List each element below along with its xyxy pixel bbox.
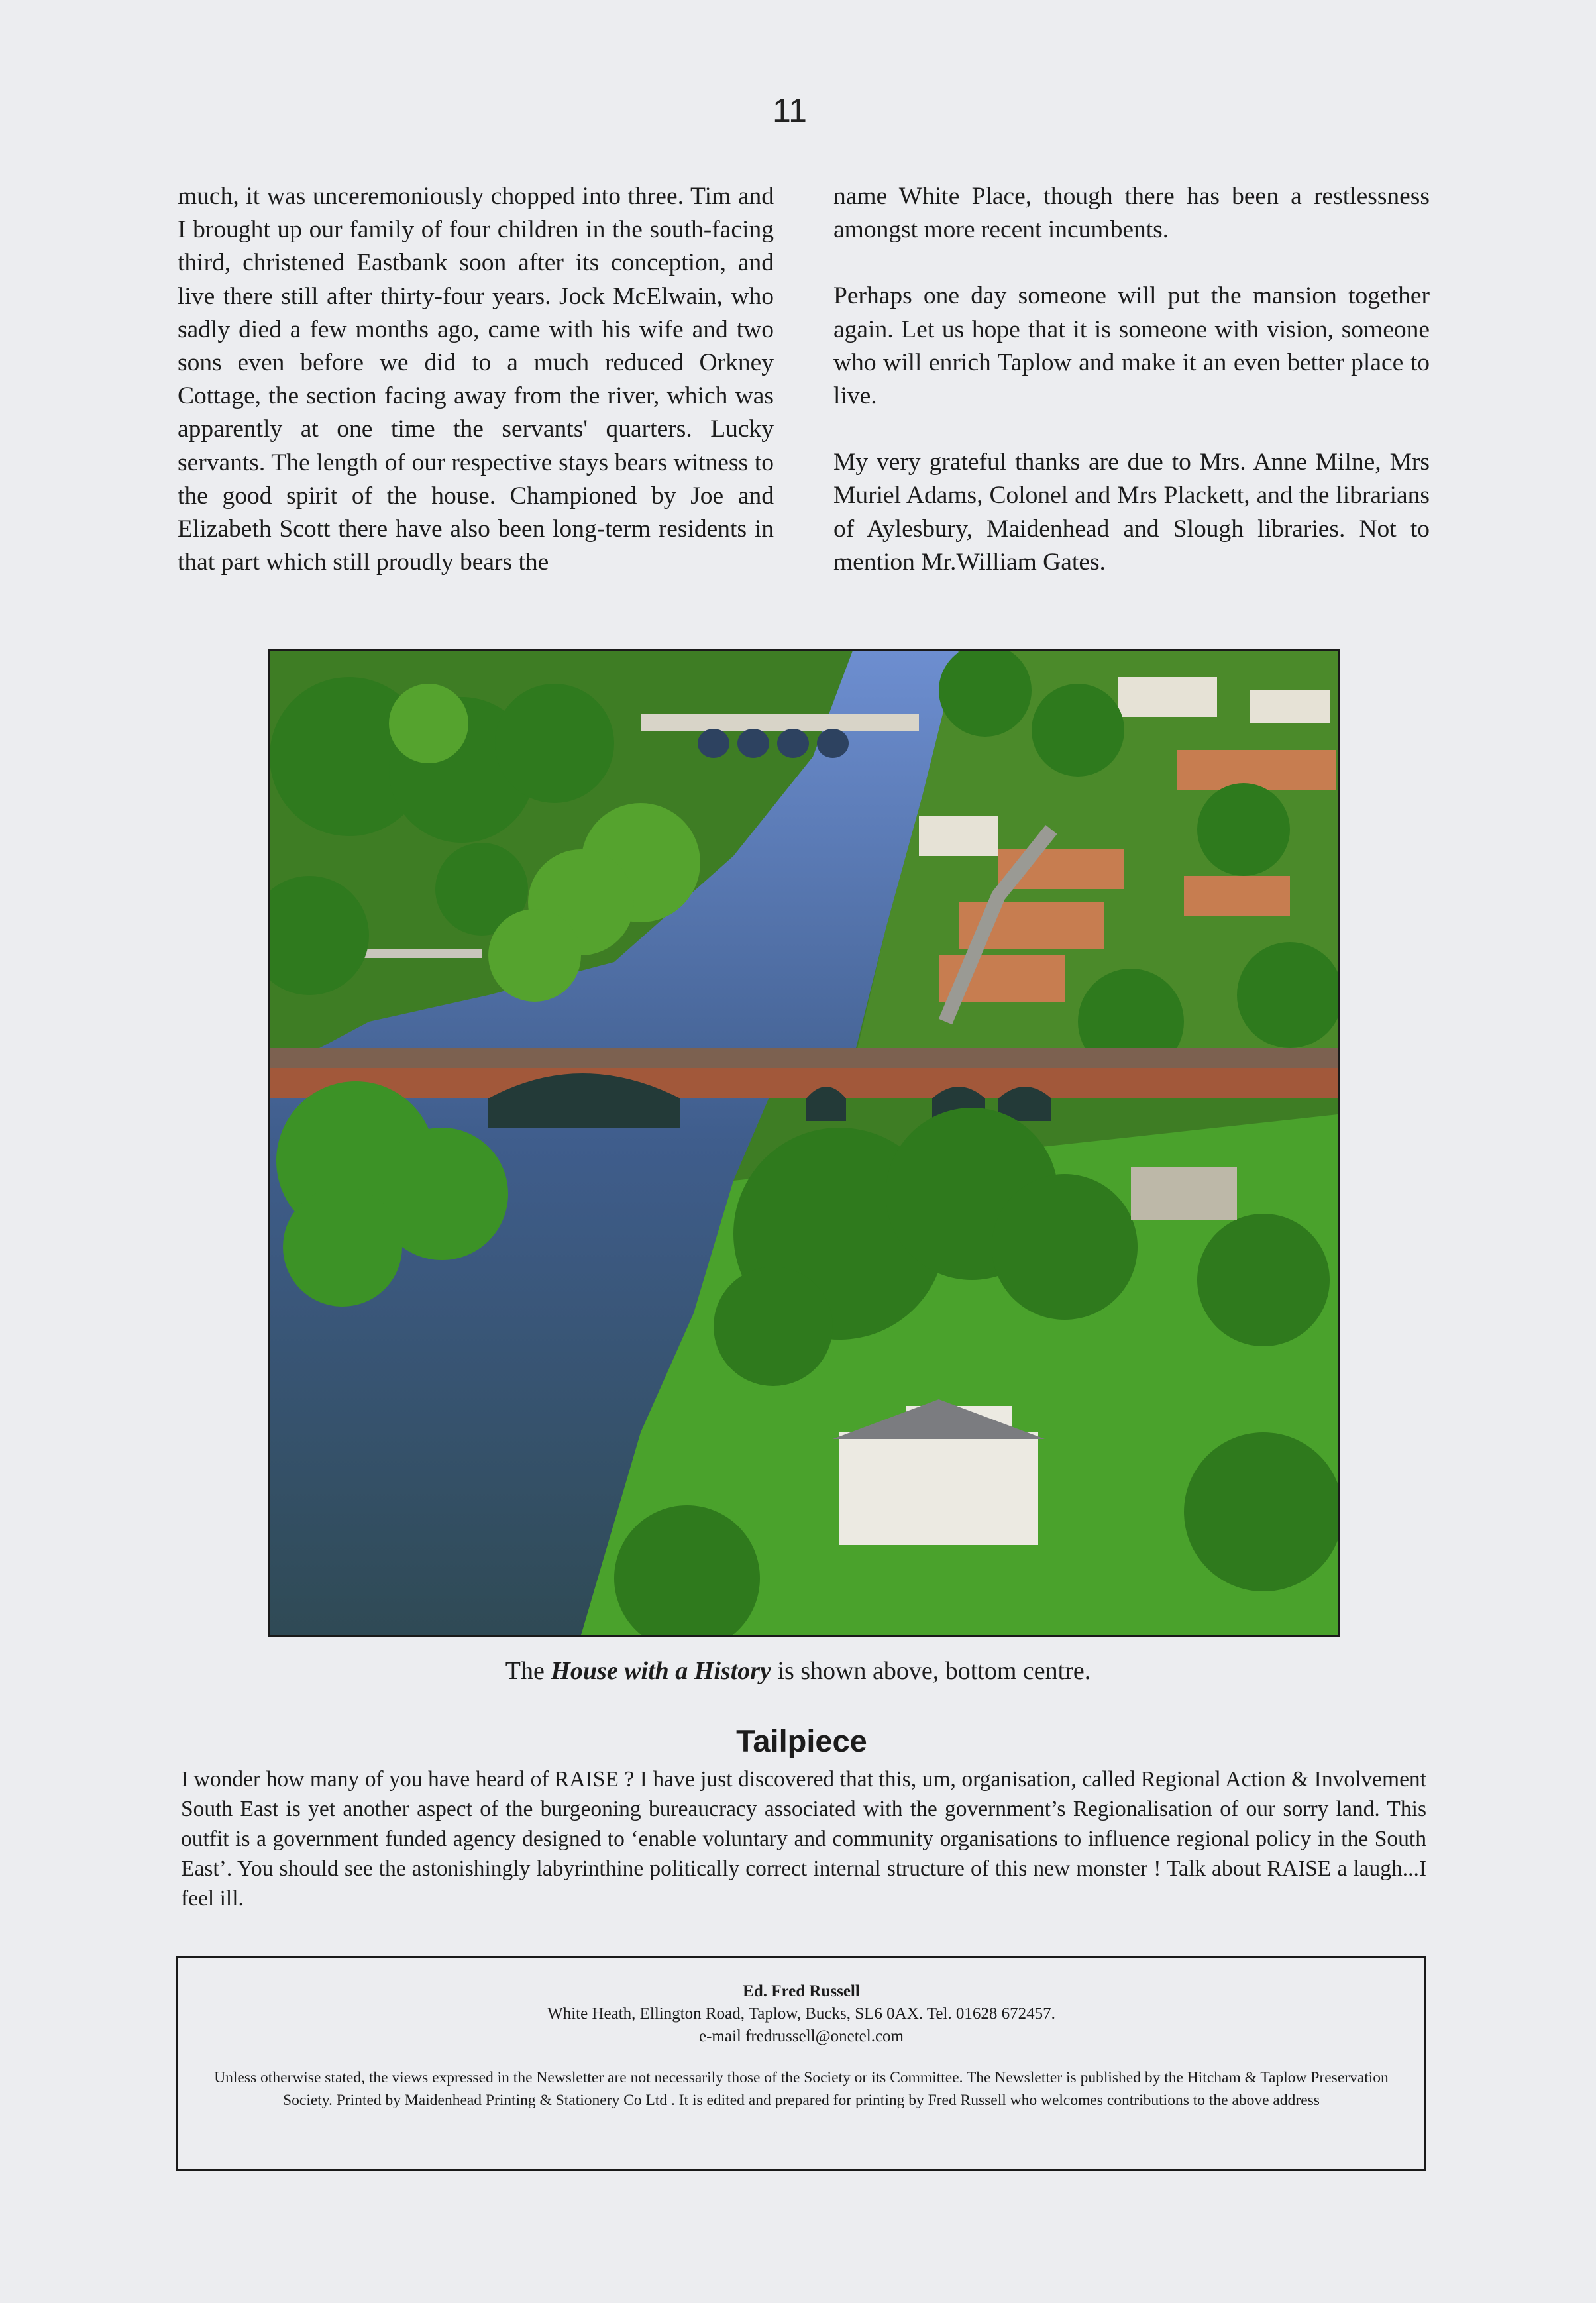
footer-email: e-mail fredrussell@onetel.com (698, 2027, 904, 2045)
photo-caption (0, 1656, 1596, 1686)
tailpiece-title: Tailpiece (736, 1723, 867, 1758)
article-paragraph: name White Place, though there has been a restlessness amongst more recent incumbents. (833, 183, 1430, 244)
caption-suffix: is shown above, bottom centre. (771, 1657, 1091, 1685)
article-paragraph: Perhaps one day someone will put the mansion together again. Let us hope that it is someone with vision, someone who will enrich Taplow and make it an even better place to live. (833, 282, 1430, 410)
page-number: 11 (772, 92, 807, 129)
aerial-photo (268, 649, 1340, 1637)
article-paragraph: much, it was unceremoniously chopped into three. Tim and I brought up our family of four children in the south-facing third, christened Eastbank soon after its conception, and live there still after thirty-four years. Jock McElwain, who sadly died a few months ago, came with his wife and two sons even before we did to a much reduced Orkney Cottage, the section facing away from the river, which was apparently at one time the servants' quarters. Lucky servants. The length of our respective stays bears witness to the good spirit of the house. Championed by Joe and Elizabeth Scott there have also been long-term residents in that part which still proudly bears the (178, 183, 774, 576)
article-paragraph: My very grateful thanks are due to Mrs. Anne Milne, Mrs Muriel Adams, Colonel and Mrs Plackett, and the librarians of Aylesbury, Maidenhead and Slough libraries. Not to mention Mr.William Gates. (833, 449, 1430, 576)
caption-prefix: The (505, 1657, 551, 1685)
article-right-column (833, 180, 1430, 579)
article-left-column (178, 180, 774, 579)
caption-emphasis: House with a History (551, 1657, 771, 1685)
footer-disclaimer: Unless otherwise stated, the views expressed in the Newsletter are not necessarily those of the Society or its Committee. The Newsletter is published by the Hitcham & Taplow Preservation Society. Printed by Maidenhead Printing & Stationery Co Ltd . It is edited and prepared for printing by Fred Russell who welcomes contributions to the above address (214, 2069, 1389, 2109)
aerial-photo-river-bridge-icon (270, 651, 1338, 1635)
footer-address: White Heath, Ellington Road, Taplow, Bucks, SL6 0AX. Tel. 01628 672457. (547, 2005, 1055, 2023)
editor-footer-box (176, 1956, 1426, 2171)
tailpiece-body: I wonder how many of you have heard of RAISE ? I have just discovered that this, um, organisation, called Regional Action & Involvement South East is yet another aspect of the burgeoning bureaucracy associated with the government’s Regionalisation of our sorry land. This outfit is a government funded agency designed to ‘enable voluntary and community organisations to influence regional policy in the South East’. You should see the astonishingly labyrinthine politically correct internal structure of this new monster ! Talk about RAISE a laugh...I feel ill. (181, 1767, 1426, 1911)
footer-editor: Ed. Fred Russell (743, 1982, 860, 2000)
